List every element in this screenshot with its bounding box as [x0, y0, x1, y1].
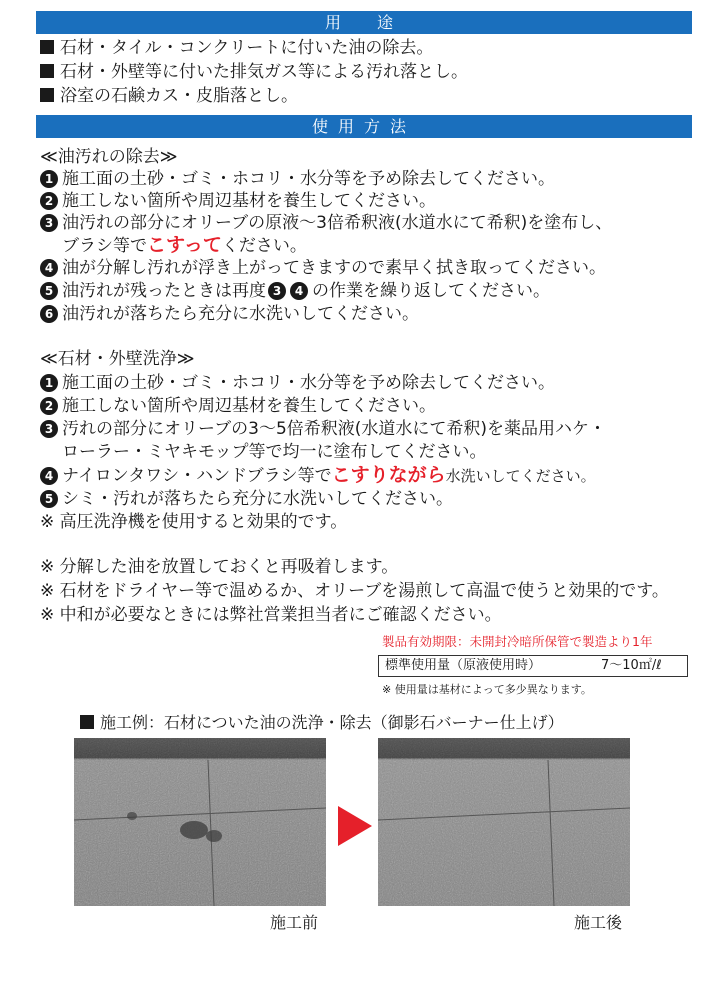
- note-3: ※ 中和が必要なときには弊社営業担当者にご確認ください。: [40, 605, 502, 625]
- granite-after-image: [378, 738, 630, 906]
- number-1-icon: 1: [40, 374, 58, 392]
- number-3-icon: 3: [40, 214, 58, 232]
- use-item-1: 石材・タイル・コンクリートに付いた油の除去。: [40, 37, 433, 59]
- stone-step-3-cont: ローラー・ミヤキモップ等で均一に塗布してください。: [62, 442, 487, 462]
- photo-after: [378, 738, 630, 906]
- number-3-icon: 3: [40, 420, 58, 438]
- number-5-icon: 5: [40, 282, 58, 300]
- method-header: 使用方法: [36, 115, 692, 138]
- number-1-icon: 1: [40, 170, 58, 188]
- oil-section-title: ≪油汚れの除去≫: [40, 147, 178, 167]
- square-bullet-icon: [40, 88, 54, 102]
- number-4-icon: 4: [40, 467, 58, 485]
- square-bullet-icon: [40, 40, 54, 54]
- photo-before: [74, 738, 326, 906]
- usage-box: [378, 655, 688, 677]
- emphasis-text: こすりながら: [331, 464, 446, 486]
- oil-stain: [180, 821, 208, 839]
- use-item-3: 浴室の石鹸カス・皮脂落とし。: [40, 85, 298, 107]
- after-label: 施工後: [574, 913, 623, 932]
- oil-step-3-cont: ブラシ等でこすってください。: [62, 234, 307, 256]
- number-6-icon: 6: [40, 305, 58, 323]
- oil-step-2: 2 施工しない箇所や周辺基材を養生してください。: [40, 190, 436, 212]
- number-4-icon: 4: [40, 259, 58, 277]
- use-item-2: 石材・外壁等に付いた排気ガス等による汚れ落とし。: [40, 61, 468, 83]
- granite-before-image: [74, 738, 326, 906]
- stone-section-title: ≪石材・外壁洗浄≫: [40, 349, 195, 369]
- expiry-text: 製品有効期限：未開封冷暗所保管で製造より1年: [382, 634, 653, 649]
- square-bullet-icon: [80, 715, 94, 729]
- oil-step-5: 5 油汚れが残ったときは再度 3 4 の作業を繰り返してください。: [40, 280, 550, 302]
- note-1: ※ 分解した油を放置しておくと再吸着します。: [40, 557, 399, 577]
- stone-note: ※ 高圧洗浄機を使用すると効果的です。: [40, 512, 348, 532]
- example-caption: 施工例：石材についた油の洗浄・除去（御影石バーナー仕上げ）: [80, 710, 564, 733]
- usage-value: 7〜10㎡/ℓ: [601, 658, 662, 673]
- number-2-icon: 2: [40, 397, 58, 415]
- stone-step-3: 3 汚れの部分にオリーブの3〜5倍希釈液(水道水にて希釈)を薬品用ハケ・: [40, 418, 606, 440]
- oil-step-1: 1 施工面の土砂・ゴミ・ホコリ・水分等を予め除去してください。: [40, 168, 555, 190]
- stone-step-1: 1 施工面の土砂・ゴミ・ホコリ・水分等を予め除去してください。: [40, 372, 555, 394]
- stone-step-4: 4 ナイロンタワシ・ハンドブラシ等でこすりながら水洗いしてください。: [40, 464, 596, 487]
- oil-step-3: 3 油汚れの部分にオリーブの原液〜3倍希釈液(水道水にて希釈)を塗布し、: [40, 212, 612, 234]
- usage-label: 標準使用量（原液使用時）: [385, 658, 542, 673]
- number-3-icon: 3: [268, 282, 286, 300]
- emphasis-text: こすって: [147, 234, 222, 256]
- oil-step-6: 6 油汚れが落ちたら充分に水洗いしてください。: [40, 303, 419, 325]
- arrow-right-icon: [338, 806, 372, 846]
- stone-step-2: 2 施工しない箇所や周辺基材を養生してください。: [40, 395, 436, 417]
- square-bullet-icon: [40, 64, 54, 78]
- number-2-icon: 2: [40, 192, 58, 210]
- stone-step-5: 5 シミ・汚れが落ちたら充分に水洗いしてください。: [40, 488, 453, 510]
- note-2: ※ 石材をドライヤー等で温めるか、オリーブを湯煎して高温で使うと効果的です。: [40, 581, 669, 601]
- number-5-icon: 5: [40, 490, 58, 508]
- before-label: 施工前: [270, 913, 319, 932]
- uses-header: 用 途: [36, 11, 692, 34]
- number-4-icon: 4: [290, 282, 308, 300]
- oil-step-4: 4 油が分解し汚れが浮き上がってきますので素早く拭き取ってください。: [40, 257, 606, 279]
- usage-note: ※ 使用量は基材によって多少異なります。: [382, 683, 592, 696]
